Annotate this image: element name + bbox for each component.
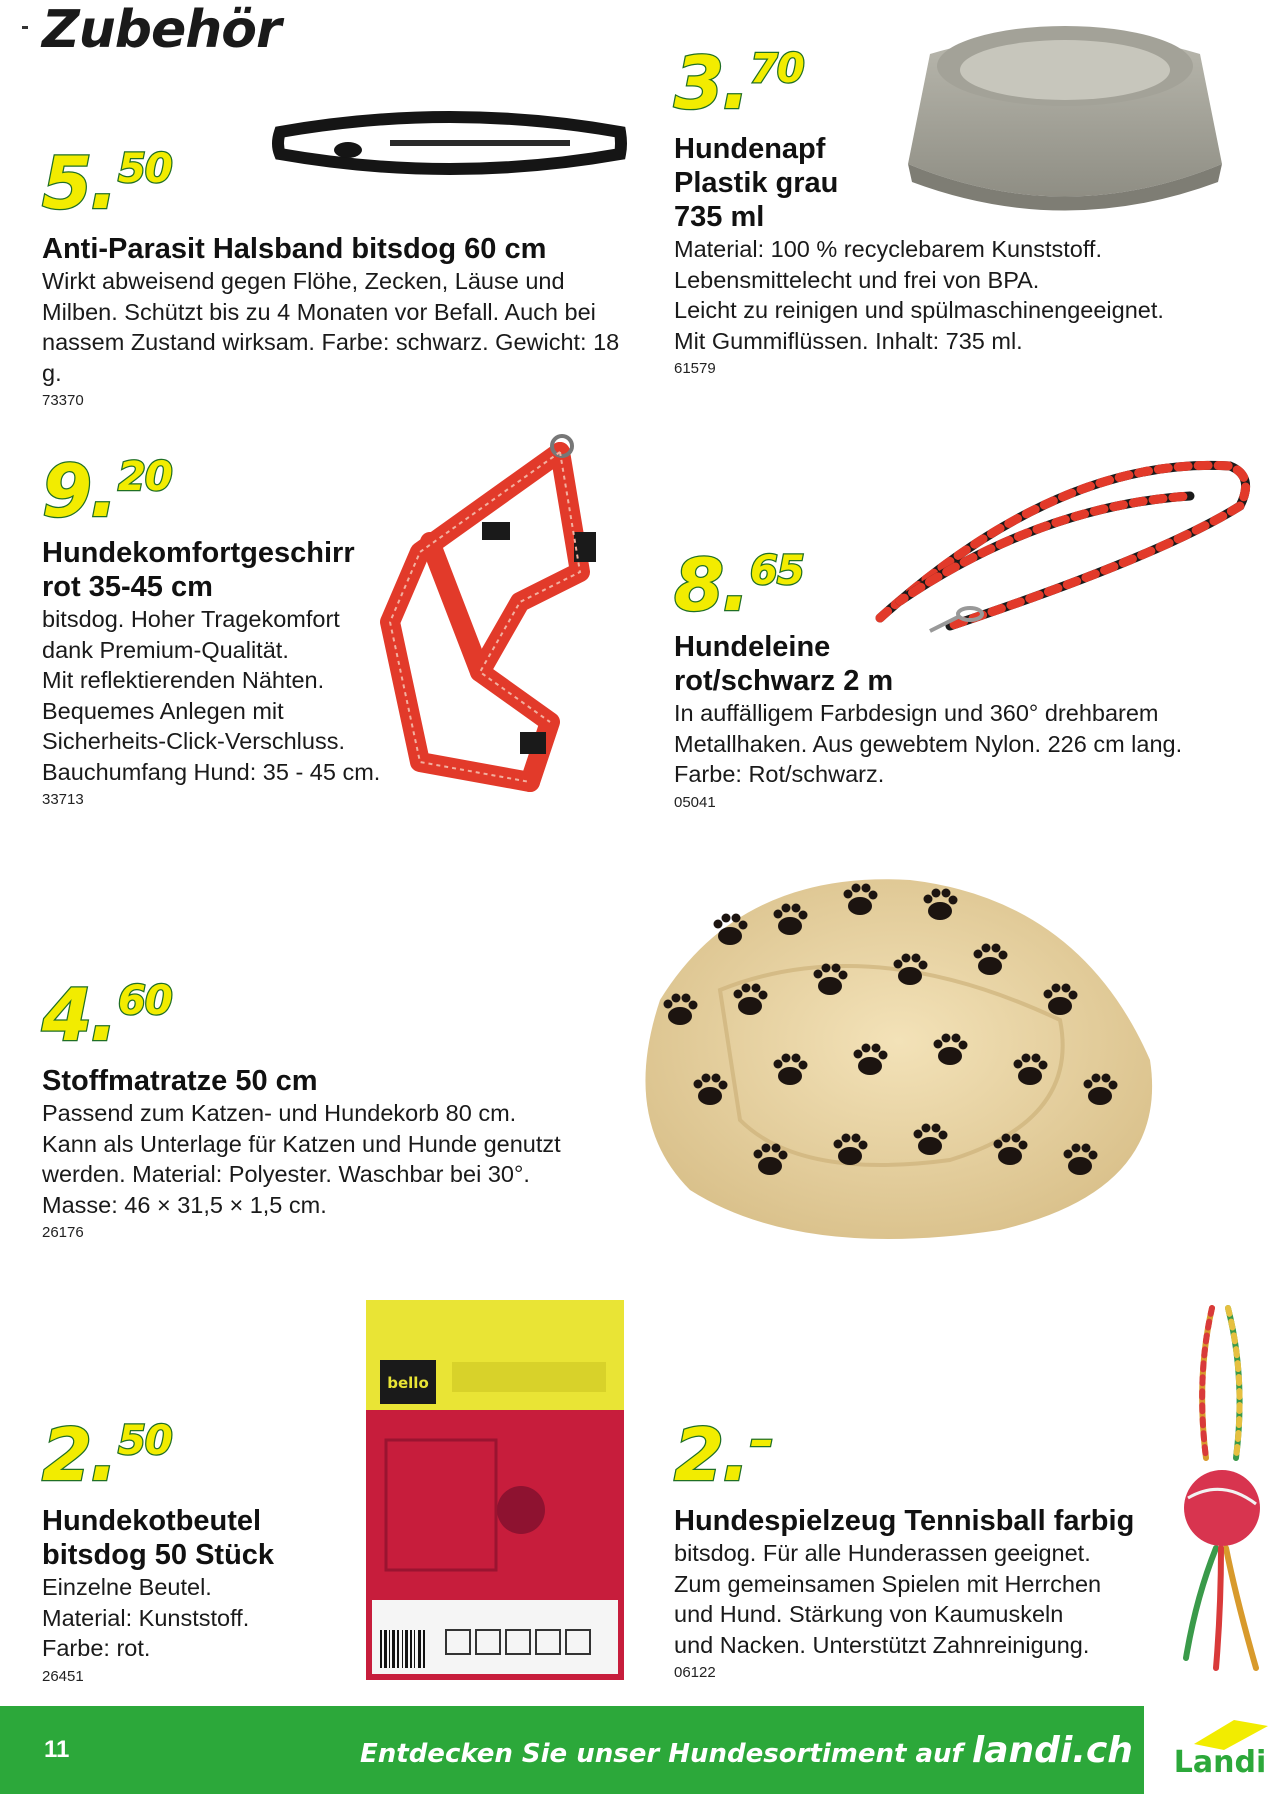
rope-ball-toy-icon (1176, 1298, 1272, 1678)
description-line: dank Premium-Qualität. (42, 636, 289, 663)
package-brand-logo (387, 1374, 429, 1392)
product-name-line: Hundenapf (674, 133, 826, 165)
description-line: Farbe: Rot/schwarz. (674, 761, 885, 787)
price-integer: 5. (42, 141, 116, 225)
description-line: Material: Kunststoff. (42, 1604, 250, 1631)
description-line: und Nacken. Unterstützt Zahnreinigung. (674, 1631, 1090, 1658)
description-line: Masse: 46 × 31,5 × 1,5 cm. (42, 1191, 327, 1218)
product-name-line: 735 ml (674, 201, 765, 233)
bowl-icon (900, 14, 1230, 224)
description-line: Milben. Schützt bis zu 4 Monaten vor Befall. Auch bei (42, 298, 596, 325)
product-name-line: Hundekomfortgeschirr (42, 537, 355, 569)
description-line: bitsdog. Für alle Hunderassen geeignet. (674, 1540, 1091, 1566)
product-name (42, 1504, 382, 1572)
description-line: Zum gemeinsamen Spielen mit Herrchen (674, 1570, 1102, 1597)
description-line: Einzelne Beutel. (42, 1574, 212, 1600)
description-line: Passend zum Katzen- und Hundekorb 80 cm. (42, 1100, 517, 1126)
price-tag (42, 1413, 382, 1497)
product-description (674, 1538, 1174, 1660)
description-line: Bauchumfang Hund: 35 - 45 cm. (42, 758, 381, 785)
paw-cushion-icon (620, 860, 1170, 1250)
price-cents: 60 (118, 978, 172, 1024)
price-integer: 9. (42, 449, 116, 533)
logo-text: Landi (1173, 1745, 1267, 1780)
price-integer: 3. (674, 41, 748, 125)
product-description (42, 266, 642, 388)
title-mark (22, 26, 28, 29)
description-line: Farbe: rot. (42, 1635, 151, 1661)
price-cents: – (750, 1412, 773, 1468)
leash-icon (860, 436, 1260, 656)
price-cents: 50 (118, 1418, 172, 1464)
product-name: Anti-Parasit Halsband bitsdog 60 cm (42, 233, 547, 265)
product-description (42, 1098, 642, 1220)
product-name-line: Hundekotbeutel (42, 1505, 262, 1537)
page-title: Zubehör (42, 0, 281, 60)
footer-text (360, 1730, 1133, 1771)
description-line: nassem Zustand wirksam. Farbe: schwarz. Gewicht: 18 g. (42, 329, 620, 386)
product-name-line: rot 35-45 cm (42, 571, 213, 603)
price-cents: 50 (118, 146, 172, 192)
product-name-line: Plastik grau (674, 167, 839, 199)
description-line: Kann als Unterlage für Katzen und Hunde genutzt (42, 1130, 561, 1157)
product-name: Hundespielzeug Tennisball farbig (674, 1505, 1135, 1537)
price-integer: 2. (674, 1413, 748, 1497)
package-brand-text: bello (387, 1374, 429, 1392)
description-line: Lebensmittelecht und frei von BPA. (674, 266, 1040, 293)
product-poop-bags (42, 1413, 382, 1688)
page-number: 11 (44, 1736, 70, 1763)
harness-icon (370, 432, 640, 814)
description-line: Bequemes Anlegen mit (42, 697, 284, 724)
description-line: Material: 100 % recyclebarem Kunststoff. (674, 236, 1102, 262)
description-line: Leicht zu reinigen und spülmaschinengeeignet. (674, 297, 1164, 323)
description-line: Metallhaken. Aus gewebtem Nylon. 226 cm lang. (674, 730, 1183, 757)
product-collar (42, 141, 642, 412)
article-number: 26176 (42, 1224, 84, 1241)
price-tag (42, 449, 382, 533)
article-number: 33713 (42, 791, 84, 808)
price-cents: 65 (750, 548, 804, 594)
description-line: bitsdog. Hoher Tragekomfort (42, 606, 340, 632)
landi-logo-icon (1164, 1716, 1274, 1786)
product-description (42, 1572, 382, 1664)
poop-bag-icon (366, 1300, 624, 1680)
product-name-line: bitsdog 50 Stück (42, 1539, 275, 1571)
price-integer: 8. (674, 543, 748, 627)
product-name (42, 536, 382, 604)
footer-url-link[interactable]: landi.ch (971, 1730, 1133, 1771)
price-integer: 2. (42, 1413, 116, 1497)
price-tag (42, 973, 642, 1057)
product-toy (674, 1412, 1174, 1684)
product-cushion (42, 973, 642, 1244)
price-cents: 70 (750, 46, 804, 92)
article-number: 05041 (674, 793, 716, 811)
product-name-line: Hundeleine (674, 631, 831, 663)
description-line: werden. Material: Polyester. Waschbar bei 30°. (42, 1161, 530, 1187)
product-name: Stoffmatratze 50 cm (42, 1065, 318, 1097)
collar-icon (270, 110, 630, 180)
product-description (42, 604, 382, 787)
description-line: In auffälligem Farbdesign und 360° drehbarem (674, 700, 1159, 726)
description-line: Sicherheits-Click-Verschluss. (42, 728, 345, 754)
article-number: 06122 (674, 1664, 716, 1681)
price-cents: 20 (118, 454, 172, 500)
description-line: Mit Gummiflüssen. Inhalt: 735 ml. (674, 327, 1023, 354)
article-number: 73370 (42, 392, 84, 409)
product-description (674, 234, 1234, 356)
price-integer: 4. (42, 973, 116, 1057)
price-tag (674, 1412, 1174, 1497)
product-name-line: rot/schwarz 2 m (674, 665, 894, 697)
article-number: 26451 (42, 1667, 84, 1685)
article-number: 61579 (674, 360, 716, 377)
description-line: Mit reflektierenden Nähten. (42, 667, 325, 693)
footer-text-lead: Entdecken Sie unser Hundesortiment auf (360, 1739, 972, 1769)
description-line: Wirkt abweisend gegen Flöhe, Zecken, Läuse und (42, 268, 565, 294)
product-description (674, 698, 1234, 790)
product-harness (42, 449, 382, 811)
description-line: und Hund. Stärkung von Kaumuskeln (674, 1601, 1064, 1627)
